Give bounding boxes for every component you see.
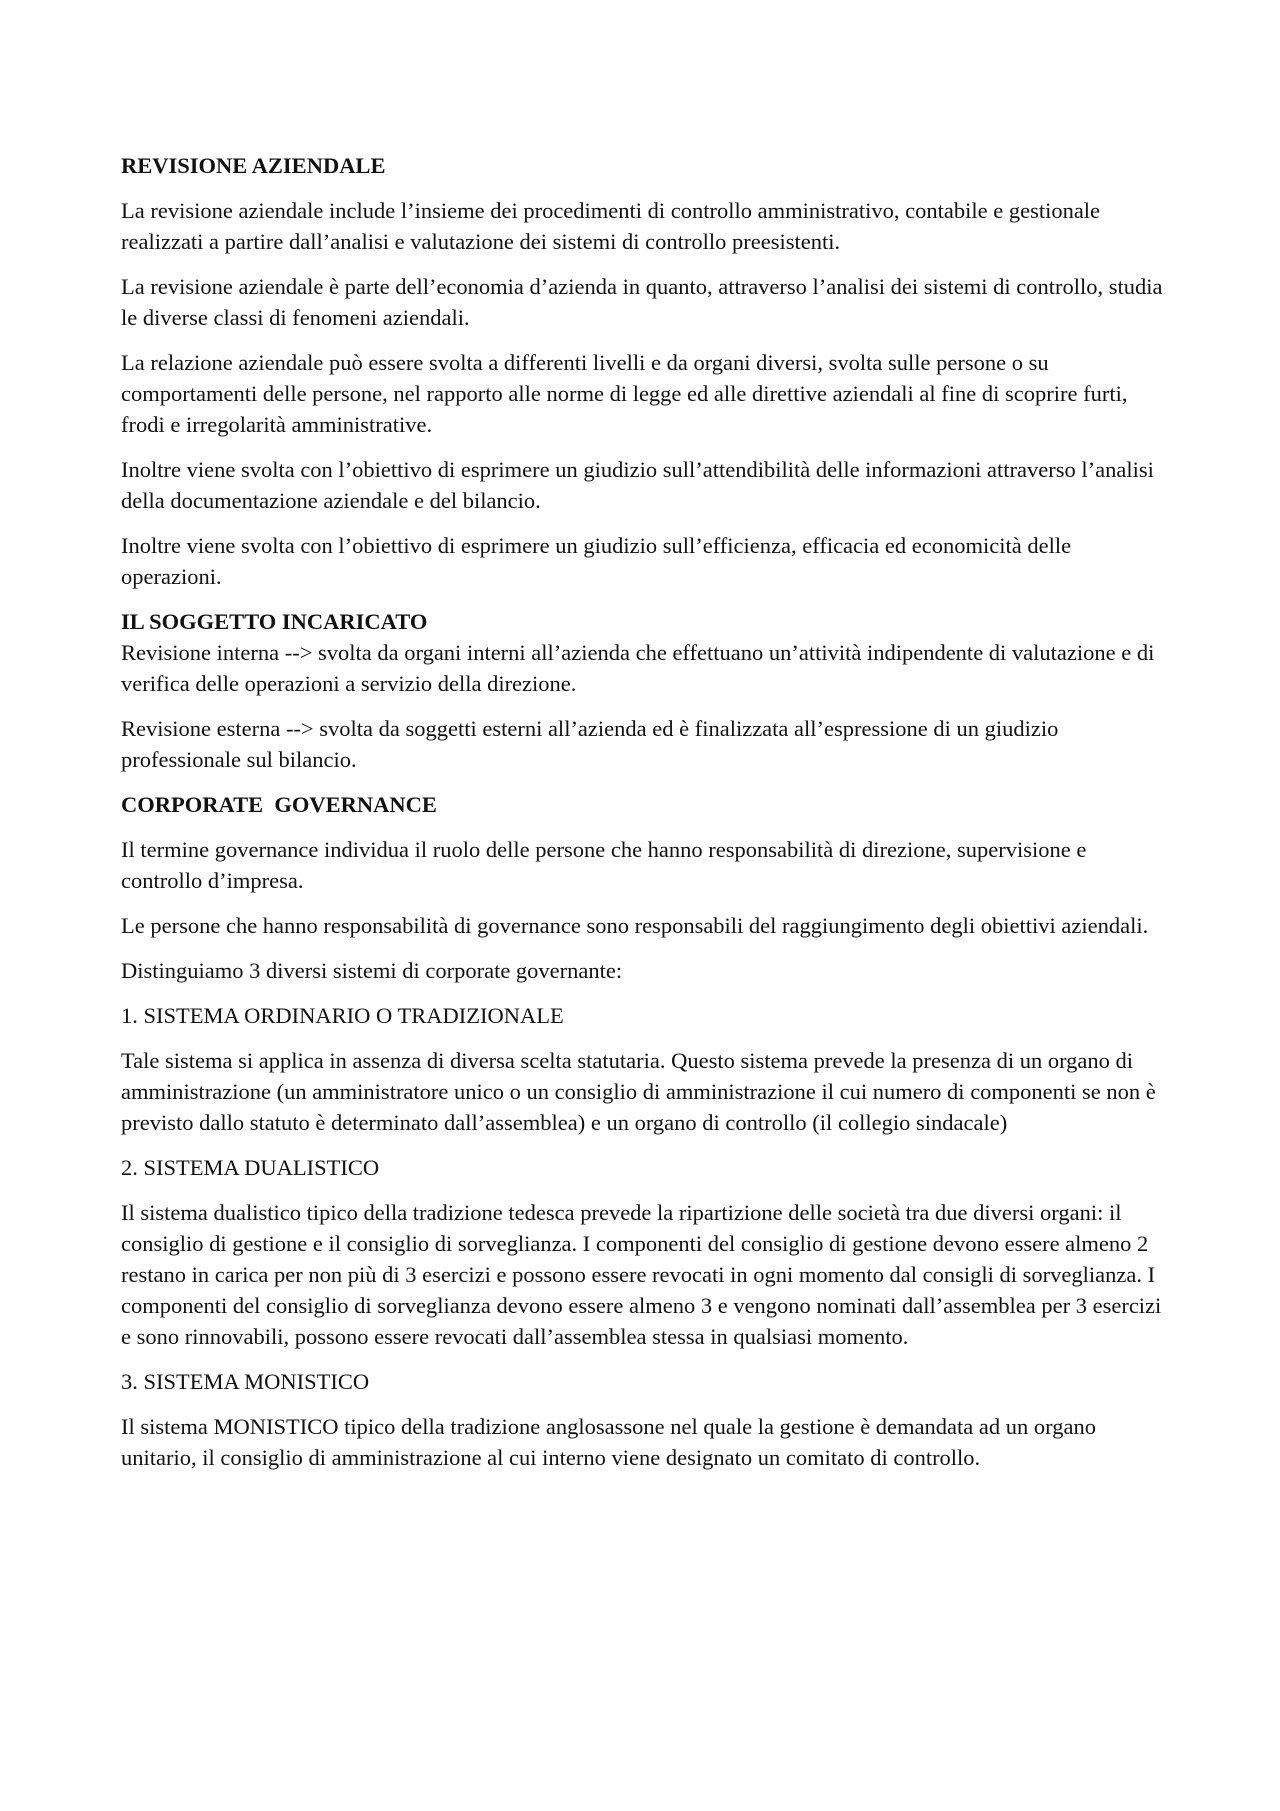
intro-paragraph: Inoltre viene svolta con l’obiettivo di esprimere un giudizio sull’efficienza, efficacia ed economicità delle operazioni. [121,533,1072,589]
intro-paragraph: La revisione aziendale include l’insieme dei procedimenti di controllo amministrativo, contabile e gestionale realizzati a partire dall’analisi e valutazione dei sistemi di controllo preesistenti. [121,198,1101,254]
system-heading-monistico: 3. SISTEMA MONISTICO [121,1369,370,1394]
governance-paragraph: Le persone che hanno responsabilità di governance sono responsabili del raggiungimento degli obiettivi aziendali. [121,913,1149,938]
governance-paragraph: Distinguiamo 3 diversi sistemi di corporate governante: [121,958,623,983]
section-heading-governance: CORPORATE GOVERNANCE [121,792,437,817]
system-heading-ordinario: 1. SISTEMA ORDINARIO O TRADIZIONALE [121,1003,564,1028]
document-title: REVISIONE AZIENDALE [121,153,386,178]
soggetto-paragraph: Revisione esterna --> svolta da soggetti esterni all’azienda ed è finalizzata all’espressione di un giudizio professionale sul bilancio. [121,716,1059,772]
document-body [121,150,1166,1487]
soggetto-paragraph: Revisione interna --> svolta da organi interni all’azienda che effettuano un’attività indipendente di valutazione e di verifica delle operazioni a servizio della direzione. [121,640,1155,696]
system-text-monistico: Il sistema MONISTICO tipico della tradizione anglosassone nel quale la gestione è demandata ad un organo unitario, il consiglio di amministrazione al cui interno viene designato un comitato di controllo. [121,1414,1096,1470]
system-text-ordinario: Tale sistema si applica in assenza di diversa scelta statutaria. Questo sistema prevede la presenza di un organo di amministrazione (un amministratore unico o un consiglio di amministrazione il cui numero di componenti se non è previsto dallo statuto è determinato dall’assemblea) e un organo di controllo (il collegio sindacale) [121,1048,1156,1135]
section-heading-soggetto: IL SOGGETTO INCARICATO [121,609,428,634]
intro-paragraph: La relazione aziendale può essere svolta a differenti livelli e da organi diversi, svolta sulle persone o su comportamenti delle persone, nel rapporto alle norme di legge ed alle direttive aziendali al fine di scoprire furti, frodi e irregolarità amministrative. [121,350,1128,437]
intro-paragraph: La revisione aziendale è parte dell’economia d’azienda in quanto, attraverso l’analisi dei sistemi di controllo, studia le diverse classi di fenomeni aziendali. [121,274,1163,330]
governance-paragraph: Il termine governance individua il ruolo delle persone che hanno responsabilità di direzione, supervisione e controllo d’impresa. [121,837,1087,893]
intro-paragraph: Inoltre viene svolta con l’obiettivo di esprimere un giudizio sull’attendibilità delle informazioni attraverso l’analisi della documentazione aziendale e del bilancio. [121,457,1154,513]
system-text-dualistico: Il sistema dualistico tipico della tradizione tedesca prevede la ripartizione delle società tra due diversi organi: il consiglio di gestione e il consiglio di sorveglianza. I componenti del consiglio di gestione devono essere almeno 2 restano in carica per non più di 3 esercizi e possono essere revocati in ogni momento dal consigli di sorveglianza. I componenti del consiglio di sorveglianza devono essere almeno 3 e vengono nominati dall’assemblea per 3 esercizi e sono rinnovabili, possono essere revocati dall’assemblea stessa in qualsiasi momento. [121,1200,1162,1349]
system-heading-dualistico: 2. SISTEMA DUALISTICO [121,1155,380,1180]
